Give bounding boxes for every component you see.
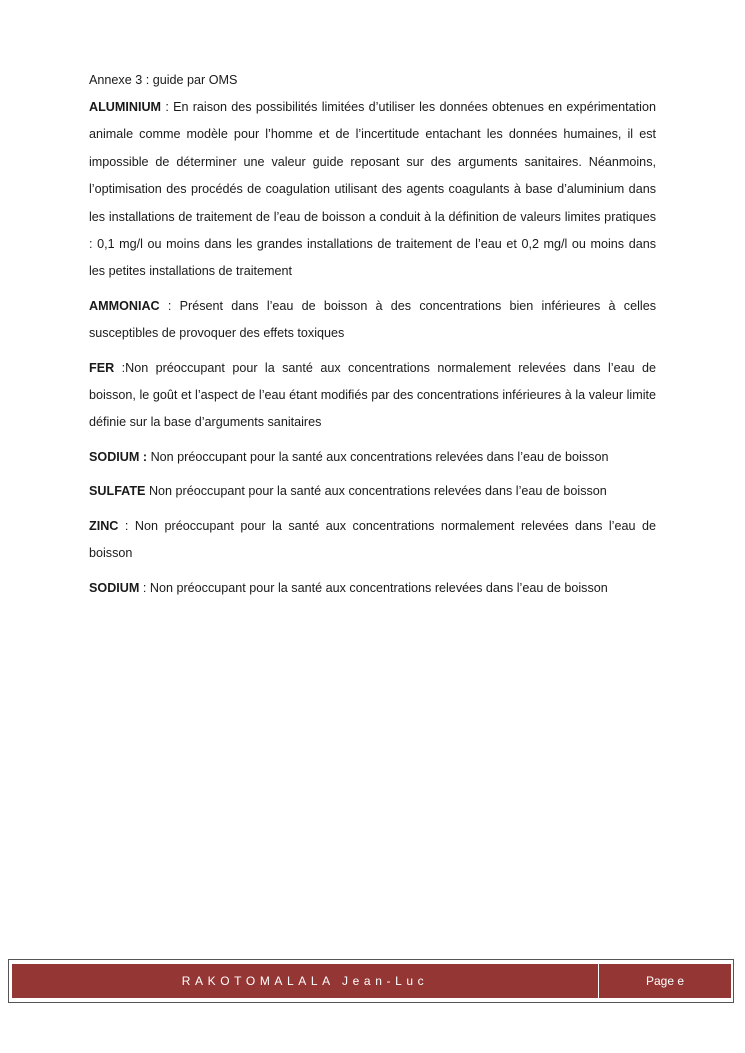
section-text: Non préoccupant pour la santé aux concentrations normalement relevées dans l’eau de boisson, le goût et l’aspect de l’eau étant modifiés par des concentrations inférieures à la valeur limite définie sur la base d’arguments sanitaires	[89, 360, 656, 430]
section-separator: :	[139, 580, 150, 595]
page-footer	[8, 959, 734, 1003]
section-term: SODIUM	[89, 580, 140, 595]
section-ammoniac	[89, 293, 656, 348]
section-sodium-repeat	[89, 575, 656, 602]
footer-author: RAKOTOMALALA Jean-Luc	[12, 964, 598, 998]
section-aluminium	[89, 94, 656, 286]
section-text: Non préoccupant pour la santé aux concentrations relevées dans l’eau de boisson	[148, 484, 607, 499]
section-term: ZINC	[89, 518, 119, 533]
section-separator: :	[161, 100, 174, 114]
section-separator: :	[114, 360, 126, 375]
section-text: Présent dans l’eau de boisson à des concentrations bien inférieures à celles susceptibles de provoquer des effets toxiques	[89, 298, 656, 341]
section-text: Non préoccupant pour la santé aux concentrations relevées dans l’eau de boisson	[149, 580, 608, 595]
section-text: Non préoccupant pour la santé aux concentrations normalement relevées dans l’eau de boisson	[89, 518, 656, 561]
annex-title: Annexe 3 : guide par OMS	[89, 73, 238, 87]
section-term: SODIUM :	[89, 449, 148, 464]
section-term: SULFATE	[89, 484, 146, 499]
section-term: AMMONIAC	[89, 298, 160, 313]
section-zinc	[89, 513, 656, 568]
section-text: Non préoccupant pour la santé aux concentrations relevées dans l’eau de boisson	[150, 449, 609, 464]
section-term: ALUMINIUM	[89, 100, 162, 114]
section-sodium	[89, 444, 656, 471]
section-term: FER	[89, 360, 115, 375]
footer-page-number: Page e	[599, 964, 731, 998]
section-text: En raison des possibilités limitées d’utiliser les données obtenues en expérimentation animale comme modèle pour l’homme et de l’incertitude entachant les données humaines, il est impossible de déterminer une valeur guide reposant sur des arguments sanitaires. Néanmoins, l’optimisation des procédés de coagulation utilisant des agents coagulants à base d’aluminium dans les installations de traitement de l’eau de boisson a conduit à la définition de valeurs limites pratiques : 0,1 mg/l ou moins dans les grandes installations de traitement de l’eau et 0,2 mg/l ou moins dans les petites installations de traitement	[89, 100, 656, 279]
section-sulfate	[89, 478, 656, 505]
section-fer	[89, 355, 656, 437]
section-separator: :	[118, 518, 135, 533]
document-body	[89, 70, 656, 609]
section-separator: :	[159, 298, 180, 313]
